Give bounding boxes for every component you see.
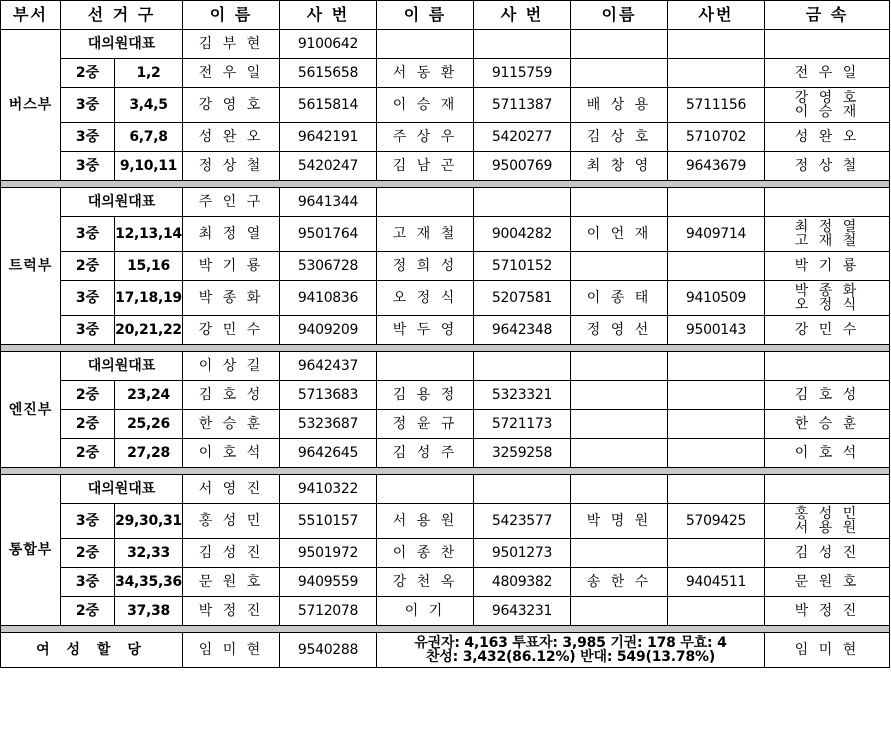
candidate-name (571, 381, 668, 410)
candidate-name: 강 영 호 (183, 88, 280, 123)
candidate-id: 9643679 (668, 152, 765, 181)
elected-names: 임 미 현 (765, 633, 890, 668)
elected-names (765, 123, 890, 152)
district-numbers: 9,10,11 (115, 152, 183, 181)
empty-cell (571, 30, 668, 59)
candidate-name (571, 439, 668, 468)
district-numbers: 1,2 (115, 59, 183, 88)
candidate-row (1, 597, 890, 626)
candidate-name: 이 언 재 (571, 217, 668, 252)
empty-cell (668, 475, 765, 504)
candidate-name (571, 539, 668, 568)
candidate-id: 9501764 (280, 217, 377, 252)
race-type: 3중 (61, 217, 115, 252)
candidate-id: 9409714 (668, 217, 765, 252)
candidate-name: 박 명 원 (571, 504, 668, 539)
candidate-id: 5323321 (474, 381, 571, 410)
candidate-id: 5615658 (280, 59, 377, 88)
race-type: 2중 (61, 59, 115, 88)
candidate-name: 서 용 원 (377, 504, 474, 539)
candidate-name: 주 상 우 (377, 123, 474, 152)
candidate-name: 배 상 용 (571, 88, 668, 123)
elected-names (765, 217, 890, 252)
elected-names (765, 281, 890, 316)
elected-names (765, 252, 890, 281)
empty-cell (765, 475, 890, 504)
empty-cell (474, 30, 571, 59)
race-type: 2중 (61, 539, 115, 568)
representative-name: 이 상 길 (183, 352, 280, 381)
candidate-name: 김 남 곤 (377, 152, 474, 181)
candidate-id: 9500769 (474, 152, 571, 181)
candidate-name: 최 정 열 (183, 217, 280, 252)
candidate-id: 5323687 (280, 410, 377, 439)
column-header: 사 번 (280, 1, 377, 30)
district-numbers: 27,28 (115, 439, 183, 468)
candidate-row (1, 316, 890, 345)
department-name: 통합부 (1, 475, 61, 626)
candidate-name: 한 승 훈 (183, 410, 280, 439)
vote-statistics-line: 찬성: 3,432(86.12%) 반대: 549(13.78%) (425, 649, 716, 665)
empty-cell (668, 30, 765, 59)
candidate-name: 김 성 진 (183, 539, 280, 568)
candidate-name: 최 창 영 (571, 152, 668, 181)
representative-row (1, 475, 890, 504)
candidate-name (571, 410, 668, 439)
candidate-id: 9501273 (474, 539, 571, 568)
representative-label: 대의원대표 (61, 475, 183, 504)
female-quota-id: 9540288 (280, 633, 377, 668)
department-name: 트럭부 (1, 188, 61, 345)
race-type: 2중 (61, 597, 115, 626)
elected-names (765, 597, 890, 626)
candidate-id: 5710702 (668, 123, 765, 152)
representative-id: 9410322 (280, 475, 377, 504)
empty-cell (765, 30, 890, 59)
empty-cell (377, 30, 474, 59)
candidate-row (1, 281, 890, 316)
candidate-name: 서 동 환 (377, 59, 474, 88)
candidate-name: 오 정 식 (377, 281, 474, 316)
candidate-name: 정 상 철 (183, 152, 280, 181)
column-header: 사번 (668, 1, 765, 30)
elected-name: 박 기 룡 (794, 258, 860, 274)
elected-name: 홍 성 민 (794, 506, 860, 522)
district-numbers: 34,35,36 (115, 568, 183, 597)
candidate-id: 9642645 (280, 439, 377, 468)
representative-label: 대의원대표 (61, 188, 183, 217)
elected-name: 한 승 훈 (794, 416, 860, 432)
candidate-id (668, 439, 765, 468)
candidate-id: 5712078 (280, 597, 377, 626)
candidate-name: 박 두 영 (377, 316, 474, 345)
representative-row (1, 188, 890, 217)
candidate-row (1, 381, 890, 410)
separator-cell (1, 181, 890, 188)
empty-cell (377, 475, 474, 504)
elected-name: 고 재 철 (794, 233, 860, 249)
representative-name: 주 인 구 (183, 188, 280, 217)
representative-name: 서 영 진 (183, 475, 280, 504)
candidate-row (1, 59, 890, 88)
elected-names (765, 381, 890, 410)
candidate-name: 강 천 옥 (377, 568, 474, 597)
elected-name: 최 정 열 (794, 219, 860, 235)
candidate-row (1, 88, 890, 123)
elected-name: 강 영 호 (794, 90, 860, 106)
candidate-id (668, 252, 765, 281)
empty-cell (474, 352, 571, 381)
candidate-name: 성 완 오 (183, 123, 280, 152)
candidate-id: 5711387 (474, 88, 571, 123)
race-type: 3중 (61, 123, 115, 152)
district-numbers: 6,7,8 (115, 123, 183, 152)
empty-cell (765, 188, 890, 217)
column-header: 선 거 구 (61, 1, 183, 30)
column-header: 이 름 (183, 1, 280, 30)
elected-name: 서 용 원 (794, 520, 860, 536)
candidate-row (1, 123, 890, 152)
race-type: 3중 (61, 281, 115, 316)
empty-cell (668, 352, 765, 381)
candidate-id (668, 59, 765, 88)
elected-name: 문 원 호 (794, 574, 860, 590)
representative-label: 대의원대표 (61, 352, 183, 381)
candidate-row (1, 152, 890, 181)
elected-name: 박 정 진 (794, 603, 860, 619)
separator-cell (1, 345, 890, 352)
elected-names (765, 539, 890, 568)
section-separator (1, 626, 890, 633)
empty-cell (377, 188, 474, 217)
candidate-id: 9642191 (280, 123, 377, 152)
candidate-name (571, 597, 668, 626)
elected-name: 김 호 성 (794, 387, 860, 403)
candidate-name: 이 호 석 (183, 439, 280, 468)
race-type: 2중 (61, 410, 115, 439)
district-numbers: 32,33 (115, 539, 183, 568)
candidate-id: 5420247 (280, 152, 377, 181)
column-header: 부서 (1, 1, 61, 30)
candidate-id: 5721173 (474, 410, 571, 439)
candidate-row (1, 439, 890, 468)
candidate-id: 9410509 (668, 281, 765, 316)
vote-statistics-line: 유권자: 4,163 투표자: 3,985 기권: 178 무효: 4 (414, 635, 727, 651)
candidate-name: 고 재 철 (377, 217, 474, 252)
section-separator (1, 468, 890, 475)
column-header: 금 속 (765, 1, 890, 30)
representative-id: 9100642 (280, 30, 377, 59)
candidate-name: 정 윤 규 (377, 410, 474, 439)
section-separator (1, 181, 890, 188)
candidate-id: 5306728 (280, 252, 377, 281)
candidate-row (1, 217, 890, 252)
header-row (1, 1, 890, 30)
district-numbers: 12,13,14 (115, 217, 183, 252)
race-type: 3중 (61, 504, 115, 539)
candidate-name: 박 정 진 (183, 597, 280, 626)
district-numbers: 29,30,31 (115, 504, 183, 539)
candidate-row (1, 252, 890, 281)
separator-cell (1, 468, 890, 475)
candidate-name: 이 기 (377, 597, 474, 626)
candidate-name: 김 호 성 (183, 381, 280, 410)
department-name: 버스부 (1, 30, 61, 181)
district-numbers: 37,38 (115, 597, 183, 626)
candidate-id: 5420277 (474, 123, 571, 152)
department-name: 엔진부 (1, 352, 61, 468)
representative-id: 9642437 (280, 352, 377, 381)
elected-name: 정 상 철 (794, 158, 860, 174)
representative-row (1, 30, 890, 59)
candidate-name: 홍 성 민 (183, 504, 280, 539)
empty-cell (474, 475, 571, 504)
race-type: 3중 (61, 568, 115, 597)
district-numbers: 15,16 (115, 252, 183, 281)
elected-names (765, 568, 890, 597)
race-type: 2중 (61, 381, 115, 410)
candidate-id: 5207581 (474, 281, 571, 316)
candidate-id: 9404511 (668, 568, 765, 597)
female-quota-name: 임 미 현 (183, 633, 280, 668)
female-quota-row (1, 633, 890, 668)
section-separator (1, 345, 890, 352)
representative-row (1, 352, 890, 381)
elected-name: 전 우 일 (794, 65, 860, 81)
race-type: 3중 (61, 152, 115, 181)
district-numbers: 25,26 (115, 410, 183, 439)
empty-cell (571, 352, 668, 381)
race-type: 3중 (61, 88, 115, 123)
representative-label: 대의원대표 (61, 30, 183, 59)
district-numbers: 17,18,19 (115, 281, 183, 316)
candidate-id (668, 410, 765, 439)
column-header: 이름 (571, 1, 668, 30)
candidate-id (668, 597, 765, 626)
candidate-name: 이 종 태 (571, 281, 668, 316)
candidate-name: 김 용 정 (377, 381, 474, 410)
candidate-id: 9409209 (280, 316, 377, 345)
candidate-id: 5615814 (280, 88, 377, 123)
candidate-id: 5713683 (280, 381, 377, 410)
empty-cell (571, 188, 668, 217)
elected-names (765, 439, 890, 468)
candidate-id: 9501972 (280, 539, 377, 568)
race-type: 2중 (61, 439, 115, 468)
candidate-name (571, 59, 668, 88)
candidate-name: 정 희 성 (377, 252, 474, 281)
representative-id: 9641344 (280, 188, 377, 217)
empty-cell (474, 188, 571, 217)
candidate-name: 박 종 화 (183, 281, 280, 316)
candidate-id: 5709425 (668, 504, 765, 539)
candidate-id: 5423577 (474, 504, 571, 539)
candidate-name: 전 우 일 (183, 59, 280, 88)
candidate-id: 9409559 (280, 568, 377, 597)
separator-cell (1, 626, 890, 633)
column-header: 사 번 (474, 1, 571, 30)
elected-names (765, 88, 890, 123)
district-numbers: 3,4,5 (115, 88, 183, 123)
candidate-id: 5711156 (668, 88, 765, 123)
candidate-id: 9642348 (474, 316, 571, 345)
candidate-id: 9115759 (474, 59, 571, 88)
elected-names (765, 59, 890, 88)
elected-name: 김 성 진 (794, 545, 860, 561)
candidate-name (571, 252, 668, 281)
candidate-name: 이 종 찬 (377, 539, 474, 568)
candidate-name: 문 원 호 (183, 568, 280, 597)
elected-name: 이 호 석 (794, 445, 860, 461)
candidate-id: 9410836 (280, 281, 377, 316)
elected-names (765, 152, 890, 181)
candidate-row (1, 504, 890, 539)
candidate-name: 강 민 수 (183, 316, 280, 345)
candidate-name: 박 기 룡 (183, 252, 280, 281)
candidate-id: 4809382 (474, 568, 571, 597)
race-type: 3중 (61, 316, 115, 345)
elected-names (765, 504, 890, 539)
candidate-id: 5710152 (474, 252, 571, 281)
elected-names (765, 410, 890, 439)
candidate-name: 송 한 수 (571, 568, 668, 597)
elected-name: 강 민 수 (794, 322, 860, 338)
empty-cell (668, 188, 765, 217)
candidate-id (668, 381, 765, 410)
district-numbers: 23,24 (115, 381, 183, 410)
candidate-id (668, 539, 765, 568)
candidate-id: 9643231 (474, 597, 571, 626)
race-type: 2중 (61, 252, 115, 281)
candidate-name: 김 성 주 (377, 439, 474, 468)
elected-name: 오 정 식 (794, 297, 860, 313)
candidate-name: 이 승 재 (377, 88, 474, 123)
elected-name: 성 완 오 (794, 129, 860, 145)
empty-cell (377, 352, 474, 381)
elected-name: 이 승 재 (794, 104, 860, 120)
district-numbers: 20,21,22 (115, 316, 183, 345)
empty-cell (765, 352, 890, 381)
vote-statistics (377, 633, 765, 668)
representative-name: 김 부 현 (183, 30, 280, 59)
candidate-name: 김 상 호 (571, 123, 668, 152)
empty-cell (571, 475, 668, 504)
candidate-id: 3259258 (474, 439, 571, 468)
candidate-id: 9004282 (474, 217, 571, 252)
candidate-row (1, 568, 890, 597)
candidate-row (1, 410, 890, 439)
candidate-id: 9500143 (668, 316, 765, 345)
candidate-id: 5510157 (280, 504, 377, 539)
elected-name: 박 종 화 (794, 283, 860, 299)
elected-names (765, 316, 890, 345)
candidate-row (1, 539, 890, 568)
column-header: 이 름 (377, 1, 474, 30)
candidate-name: 정 영 선 (571, 316, 668, 345)
female-quota-label: 여 성 할 당 (1, 633, 183, 668)
